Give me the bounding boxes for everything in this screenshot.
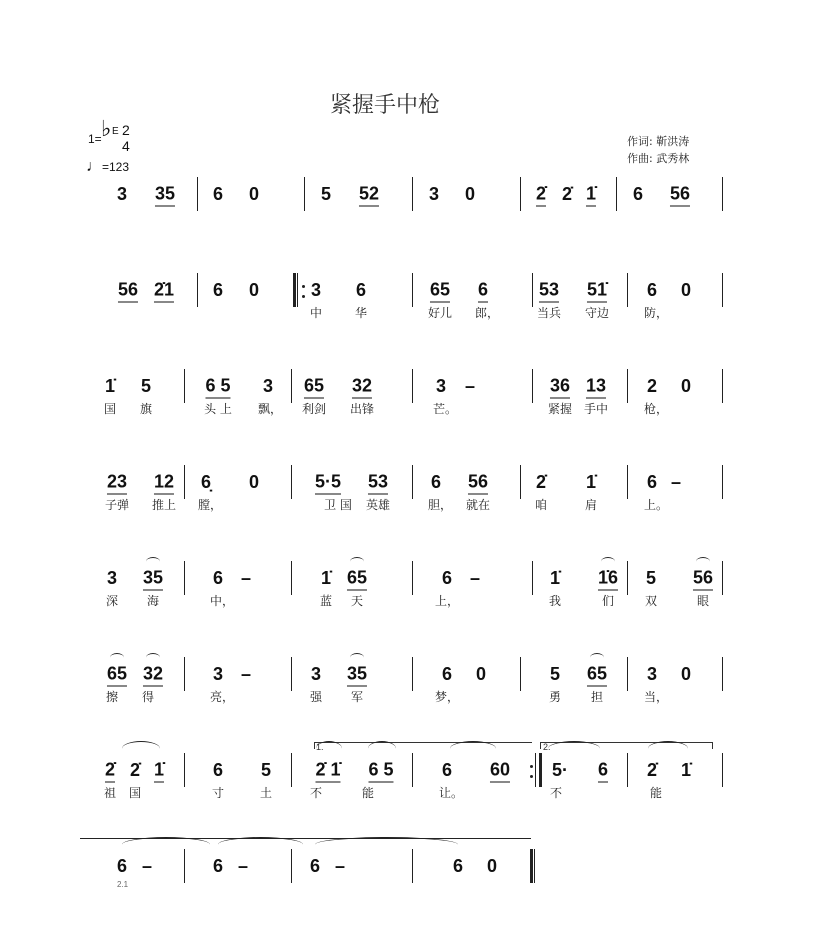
barline bbox=[412, 849, 413, 883]
note: 1̇ bbox=[680, 760, 692, 780]
repeat-end-barline bbox=[539, 753, 542, 787]
note: 35 bbox=[347, 664, 367, 687]
lyric: 得 bbox=[141, 690, 155, 704]
note: – bbox=[141, 856, 153, 876]
lyric: 上。 bbox=[643, 498, 669, 512]
lyric: 子弹 bbox=[104, 498, 130, 512]
note: 6 bbox=[212, 280, 224, 300]
lyric: 能 bbox=[649, 786, 663, 800]
lyric: 旗 bbox=[139, 402, 153, 416]
barline bbox=[722, 561, 723, 595]
lyric: 天 bbox=[350, 594, 364, 608]
repeat-dot bbox=[302, 295, 305, 298]
note: 56 bbox=[468, 472, 488, 495]
note: 5 bbox=[645, 568, 657, 588]
repeat-dot bbox=[530, 775, 533, 778]
note: 6 5 bbox=[368, 760, 393, 783]
note: 6 bbox=[452, 856, 464, 876]
lyric: 祖 bbox=[103, 786, 117, 800]
slur-mark bbox=[146, 653, 160, 662]
key-label: 1= bbox=[88, 132, 102, 146]
key-note: E bbox=[112, 126, 119, 137]
note: – bbox=[334, 856, 346, 876]
flat-icon: ♭ bbox=[101, 116, 112, 141]
lyric: 紧握 bbox=[547, 402, 573, 416]
note: 6 bbox=[632, 184, 644, 204]
lyric: 郎， bbox=[474, 306, 500, 320]
slur-mark bbox=[696, 557, 710, 566]
tie-mark bbox=[450, 741, 496, 756]
lyric: 勇 bbox=[548, 690, 562, 704]
note: 3 bbox=[212, 664, 224, 684]
volta-first-label: 1. bbox=[316, 742, 324, 752]
slur-mark bbox=[590, 653, 604, 662]
barline bbox=[722, 273, 723, 307]
lyric: 双 bbox=[644, 594, 658, 608]
note: – bbox=[237, 856, 249, 876]
barline bbox=[184, 849, 185, 883]
slur-mark bbox=[110, 653, 124, 662]
note: 6 bbox=[309, 856, 321, 876]
lyric: 英雄 bbox=[365, 498, 391, 512]
note: 12 bbox=[154, 472, 174, 495]
lyric: 亮， bbox=[209, 690, 235, 704]
note: 2̇ bbox=[105, 760, 115, 783]
repeat-dot bbox=[302, 285, 305, 288]
lyric: 国 bbox=[103, 402, 117, 416]
final-barline bbox=[534, 849, 535, 883]
note: 0 bbox=[475, 664, 487, 684]
note: 51̇ bbox=[587, 280, 607, 303]
barline bbox=[291, 657, 292, 691]
lyric: 担 bbox=[590, 690, 604, 704]
repeat-dot bbox=[530, 765, 533, 768]
tie-mark bbox=[648, 741, 688, 756]
note: 3 bbox=[646, 664, 658, 684]
tie-mark bbox=[368, 741, 396, 756]
note: 5·5 bbox=[315, 472, 341, 495]
note: 5 bbox=[260, 760, 272, 780]
barline bbox=[412, 369, 413, 403]
barline bbox=[412, 753, 413, 787]
lyricist-credit: 作词: 靳洪涛 bbox=[627, 135, 690, 148]
note: 6 bbox=[646, 280, 658, 300]
tie-mark bbox=[315, 837, 458, 852]
note: – bbox=[240, 568, 252, 588]
lyric: 们 bbox=[601, 594, 615, 608]
note: 2̇ bbox=[536, 184, 546, 207]
barline bbox=[722, 177, 723, 211]
barline bbox=[304, 177, 305, 211]
song-title: 紧握手中枪 bbox=[329, 93, 440, 118]
barline bbox=[184, 657, 185, 691]
lyric: 就在 bbox=[465, 498, 491, 512]
lyric: 深 bbox=[105, 594, 119, 608]
note: 6̣ bbox=[200, 472, 212, 492]
barline bbox=[722, 657, 723, 691]
note: 3 bbox=[116, 184, 128, 204]
slur-mark bbox=[350, 653, 364, 662]
repeat-start-barline bbox=[293, 273, 296, 307]
note: – bbox=[240, 664, 252, 684]
barline bbox=[291, 465, 292, 499]
footnote: 2.1 bbox=[117, 880, 129, 889]
lyric: 华 bbox=[354, 306, 368, 320]
tie-mark bbox=[548, 741, 600, 756]
lyric: 梦， bbox=[434, 690, 460, 704]
note: 65 bbox=[304, 376, 324, 399]
note: 3 bbox=[310, 280, 322, 300]
volta-first-bracket bbox=[314, 742, 532, 749]
note: 0 bbox=[486, 856, 498, 876]
lyric: 头 上 bbox=[204, 402, 232, 416]
lyric: 出锋 bbox=[349, 402, 375, 416]
barline bbox=[291, 849, 292, 883]
barline bbox=[722, 753, 723, 787]
note: 1̇ bbox=[549, 568, 561, 588]
note: 1̇ bbox=[104, 376, 116, 396]
tempo-value: =123 bbox=[102, 160, 130, 174]
lyric: 不 bbox=[309, 786, 323, 800]
tie-mark bbox=[122, 837, 210, 852]
note: 32 bbox=[352, 376, 372, 399]
barline bbox=[722, 369, 723, 403]
barline bbox=[412, 273, 413, 307]
note: 2̇ bbox=[646, 760, 658, 780]
lyric: 当， bbox=[643, 690, 669, 704]
barline bbox=[184, 369, 185, 403]
note: 0 bbox=[680, 280, 692, 300]
barline bbox=[412, 465, 413, 499]
note: 65 bbox=[107, 664, 127, 687]
note: 65 bbox=[347, 568, 367, 591]
lyric: 蓝 bbox=[319, 594, 333, 608]
lyric: 当兵 bbox=[536, 306, 562, 320]
lyric: 枪， bbox=[643, 402, 669, 416]
barline bbox=[627, 465, 628, 499]
note: 5· bbox=[551, 760, 569, 780]
note: 1̇ bbox=[320, 568, 332, 588]
note: 3 bbox=[262, 376, 274, 396]
note: 0 bbox=[464, 184, 476, 204]
note: 6 bbox=[212, 856, 224, 876]
note: 6 bbox=[646, 472, 658, 492]
barline bbox=[197, 273, 198, 307]
barline bbox=[627, 273, 628, 307]
note: 6 bbox=[441, 568, 453, 588]
tie-mark bbox=[122, 741, 160, 756]
note: 1̇ bbox=[586, 184, 596, 207]
lyric: 能 bbox=[361, 786, 375, 800]
note: 13 bbox=[586, 376, 606, 399]
note: 6 bbox=[116, 856, 128, 876]
note: 0 bbox=[248, 280, 260, 300]
barline bbox=[532, 273, 533, 307]
time-signature-top: 2 bbox=[122, 122, 130, 138]
note: 6 bbox=[441, 760, 453, 780]
tie-mark bbox=[316, 741, 342, 756]
note: – bbox=[469, 568, 481, 588]
note: 2̇ bbox=[129, 760, 141, 780]
barline bbox=[520, 177, 521, 211]
barline bbox=[412, 561, 413, 595]
tempo-marking bbox=[86, 158, 129, 176]
barline bbox=[627, 753, 628, 787]
note: 0 bbox=[248, 472, 260, 492]
note: 23 bbox=[107, 472, 127, 495]
barline bbox=[291, 369, 292, 403]
note: 35 bbox=[143, 568, 163, 591]
note: 5 bbox=[140, 376, 152, 396]
barline bbox=[627, 657, 628, 691]
note: 2 bbox=[646, 376, 658, 396]
barline bbox=[197, 177, 198, 211]
note: 56 bbox=[118, 280, 138, 303]
note: 5 bbox=[549, 664, 561, 684]
note: 6 bbox=[212, 184, 224, 204]
lyric: 军 bbox=[350, 690, 364, 704]
note: 36 bbox=[550, 376, 570, 399]
note: 1̇ bbox=[585, 472, 597, 492]
note: – bbox=[670, 472, 682, 492]
lyric: 中， bbox=[209, 594, 235, 608]
note: 60 bbox=[490, 760, 510, 783]
note: 52 bbox=[359, 184, 379, 207]
lyric: 利剑 bbox=[301, 402, 327, 416]
barline bbox=[532, 561, 533, 595]
note: 2̇1 bbox=[154, 280, 174, 303]
note: 6 5 bbox=[205, 376, 230, 399]
lyric: 强 bbox=[309, 690, 323, 704]
barline bbox=[627, 561, 628, 595]
lyric: 眼 bbox=[696, 594, 710, 608]
note: 6 bbox=[355, 280, 367, 300]
lyric: 芒。 bbox=[432, 402, 458, 416]
lyric: 擦 bbox=[105, 690, 119, 704]
lyric: 胆， bbox=[427, 498, 453, 512]
lyric: 让。 bbox=[438, 786, 464, 800]
lyric: 飘， bbox=[257, 402, 283, 416]
time-signature-bottom: 4 bbox=[122, 138, 130, 154]
lyric: 咱 bbox=[534, 498, 548, 512]
lyric: 上， bbox=[434, 594, 460, 608]
barline bbox=[412, 177, 413, 211]
composer-credit: 作曲: 武秀林 bbox=[627, 152, 690, 165]
note: – bbox=[464, 376, 476, 396]
barline bbox=[291, 561, 292, 595]
lyric: 土 bbox=[259, 786, 273, 800]
note: 1̇ bbox=[154, 760, 164, 783]
note: 0 bbox=[248, 184, 260, 204]
note: 3 bbox=[435, 376, 447, 396]
repeat-start-barline bbox=[297, 273, 298, 307]
lyric: 防， bbox=[643, 306, 669, 320]
lyric: 中 bbox=[309, 306, 323, 320]
note: 6 bbox=[212, 760, 224, 780]
note: 6 bbox=[441, 664, 453, 684]
final-barline bbox=[530, 849, 533, 883]
note: 5 bbox=[320, 184, 332, 204]
note: 3 bbox=[106, 568, 118, 588]
note: 6 bbox=[212, 568, 224, 588]
repeat-end-barline bbox=[535, 753, 536, 787]
note: 0 bbox=[680, 664, 692, 684]
barline bbox=[184, 465, 185, 499]
note: 56 bbox=[693, 568, 713, 591]
lyric: 不 bbox=[549, 786, 563, 800]
lyric: 国 bbox=[128, 786, 142, 800]
lyric: 好儿 bbox=[427, 306, 453, 320]
note: 1̇6 bbox=[598, 568, 618, 591]
note: 53 bbox=[539, 280, 559, 303]
barline bbox=[291, 753, 292, 787]
note: 6 bbox=[598, 760, 608, 783]
quarter-note-icon: ♩ bbox=[86, 158, 102, 175]
lyric: 寸 bbox=[211, 786, 225, 800]
slur-mark bbox=[350, 557, 364, 566]
note: 65 bbox=[587, 664, 607, 687]
note: 2̇ bbox=[561, 184, 573, 204]
slur-mark bbox=[146, 557, 160, 566]
note: 3 bbox=[428, 184, 440, 204]
note: 3 bbox=[310, 664, 322, 684]
lyric: 守边 bbox=[584, 306, 610, 320]
note: 2̇ 1̇ bbox=[315, 760, 340, 783]
barline bbox=[520, 465, 521, 499]
barline bbox=[184, 561, 185, 595]
lyric: 我 bbox=[548, 594, 562, 608]
note: 2̇ bbox=[535, 472, 547, 492]
volta-second-label: 2. bbox=[543, 742, 551, 752]
note: 6 bbox=[478, 280, 488, 303]
note: 56 bbox=[670, 184, 690, 207]
barline bbox=[520, 657, 521, 691]
lyric: 膛， bbox=[197, 498, 223, 512]
barline bbox=[616, 177, 617, 211]
barline bbox=[412, 657, 413, 691]
barline bbox=[184, 753, 185, 787]
lyric: 手中 bbox=[583, 402, 609, 416]
note: 53 bbox=[368, 472, 388, 495]
slur-mark bbox=[601, 557, 615, 566]
tie-mark bbox=[218, 837, 303, 852]
barline bbox=[627, 369, 628, 403]
barline bbox=[532, 369, 533, 403]
barline bbox=[722, 465, 723, 499]
lyric: 推上 bbox=[151, 498, 177, 512]
note: 65 bbox=[430, 280, 450, 303]
note: 6 bbox=[430, 472, 442, 492]
lyric: 卫 国 bbox=[324, 498, 352, 512]
note: 32 bbox=[143, 664, 163, 687]
lyric: 肩 bbox=[584, 498, 598, 512]
note: 0 bbox=[680, 376, 692, 396]
lyric: 海 bbox=[146, 594, 160, 608]
note: 35 bbox=[155, 184, 175, 207]
